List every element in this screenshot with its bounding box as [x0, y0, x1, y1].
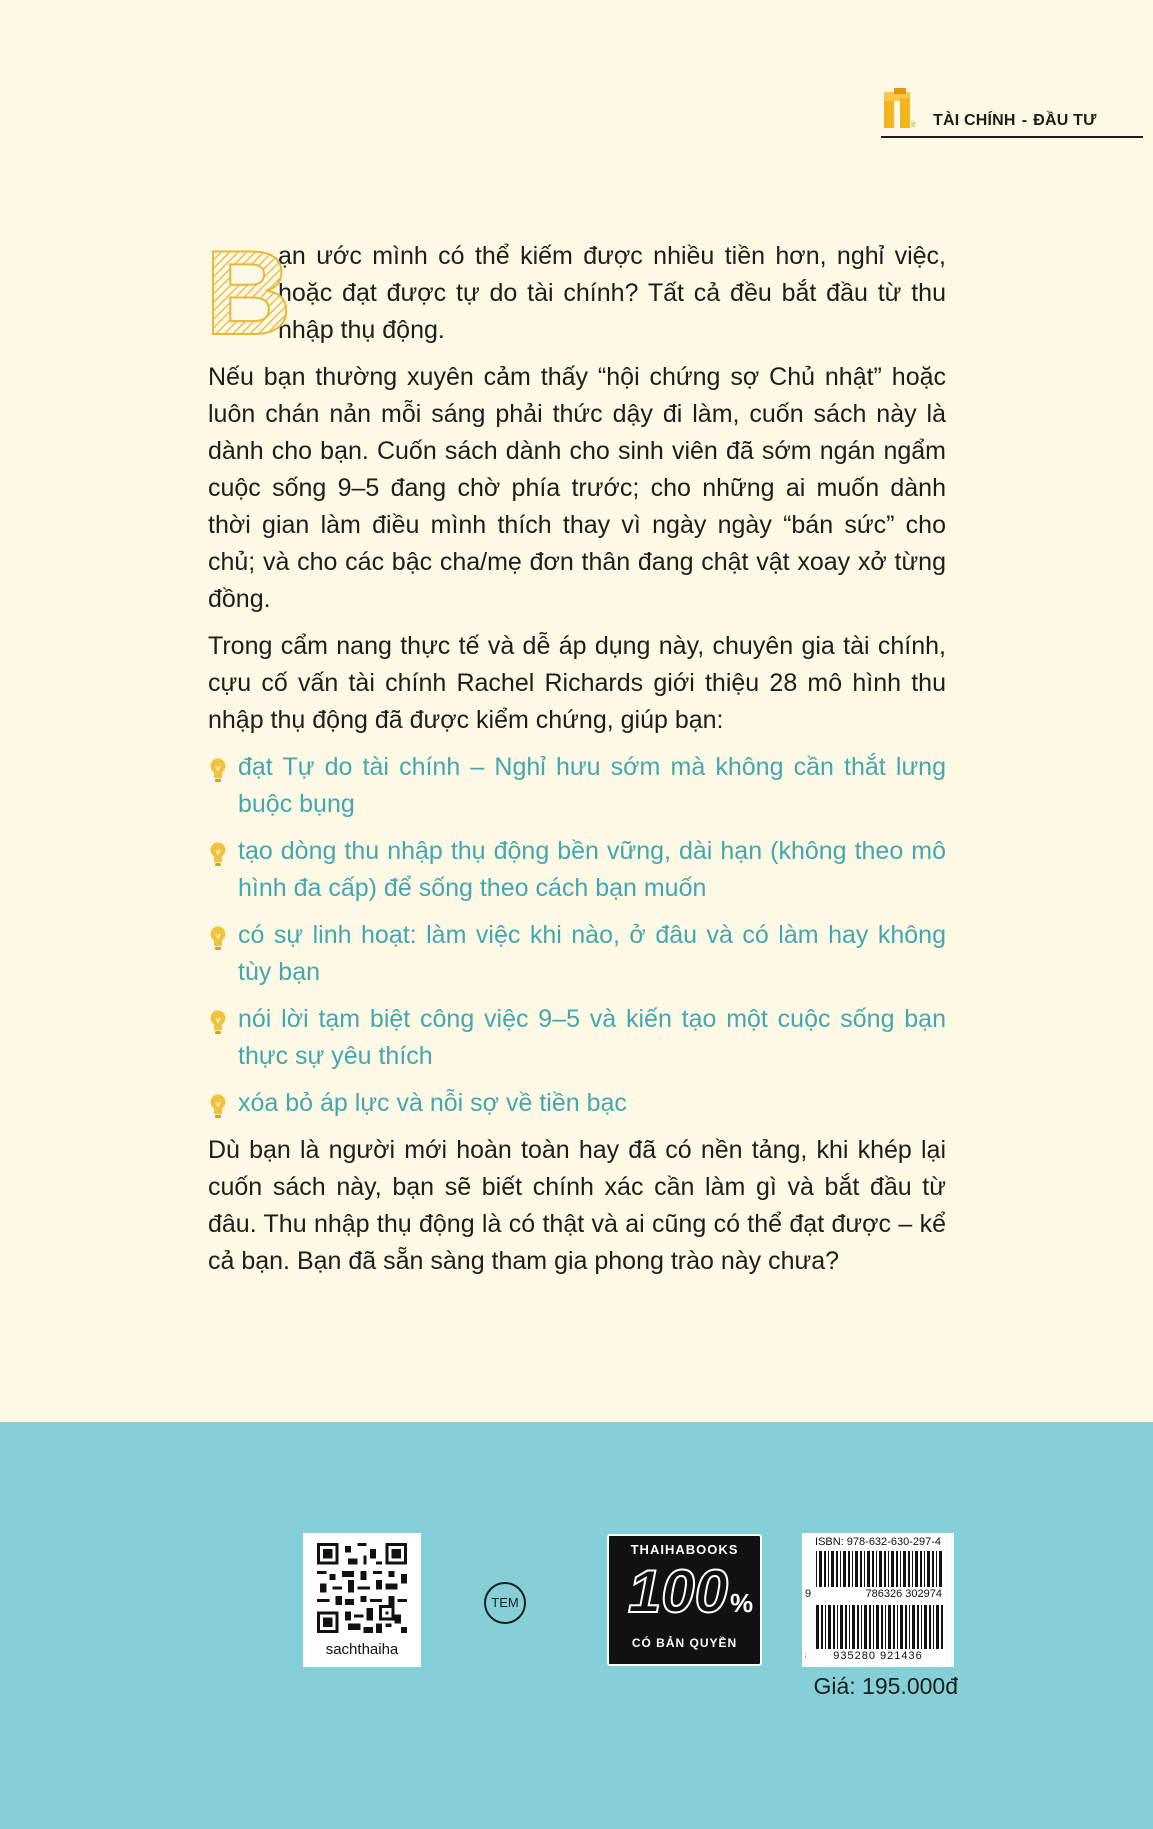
isbn-digits: 786326 302974 — [812, 1588, 944, 1600]
benefit-text: tạo dòng thu nhập thụ động bền vững, dài hạn (không theo mô hình đa cấp) để sống theo cách bạn muốn — [238, 837, 946, 902]
category-separator: - — [1021, 112, 1028, 129]
qr-code-card — [303, 1533, 421, 1667]
badge-percent: % — [730, 1588, 754, 1618]
footer-band — [0, 1422, 1153, 1829]
paragraph-closing: Dù bạn là người mới hoàn toàn hay đã có nền tảng, khi khép lại cuốn sách này, bạn sẽ biết chính xác cần làm gì và bắt đầu từ đâu. Thu nhập thụ động là có thật và ai cũng có thể đạt được – kể cả bạn. Bạn đã sẵn sàng tham gia phong trào này chưa? — [208, 1136, 946, 1275]
isbn-barcode-icon — [816, 1551, 944, 1587]
paragraph-audience: Nếu bạn thường xuyên cảm thấy “hội chứng sợ Chủ nhật” hoặc luôn chán nản mỗi sáng phải thức dậy đi làm, cuốn sách này là dành cho bạn. Cuốn sách dành cho sinh viên đã sớm ngán ngẩm cuộc sống 9–5 đang chờ phía trước; cho những ai muốn dành thời gian làm điều mình thích thay vì ngày ngày “bán sức” cho chủ; và cho các bậc cha/mẹ đơn thân đang chật vật xoay xở từng đồng. — [208, 363, 946, 613]
benefit-item — [208, 917, 946, 991]
lightbulb-icon — [208, 1009, 228, 1035]
subcategory-name: ĐẦU TƯ — [1033, 112, 1097, 129]
copyright-badge — [607, 1534, 762, 1666]
benefit-item — [208, 833, 946, 907]
lead-paragraph — [205, 226, 946, 360]
badge-caption: CÓ BẢN QUYỀN — [631, 1636, 738, 1650]
lightbulb-icon — [208, 757, 228, 783]
blurb-content — [205, 226, 946, 1290]
qr-label: sachthaiha — [325, 1641, 399, 1658]
category-header — [881, 84, 1143, 138]
benefit-text: đạt Tự do tài chính – Nghỉ hưu sớm mà không cần thắt lưng buộc bụng — [238, 753, 946, 818]
benefit-text: xóa bỏ áp lực và nỗi sợ về tiền bạc — [238, 1089, 627, 1117]
benefit-item — [208, 1085, 946, 1122]
benefit-item — [208, 749, 946, 823]
lead-text: ạn ước mình có thể kiếm được nhiều tiền hơn, nghỉ việc, hoặc đạt được tự do tài chính? Tất cả đều bắt đầu từ thu nhập thụ động. — [278, 242, 946, 344]
barcode-card — [802, 1533, 954, 1667]
publisher-logo-icon — [881, 84, 927, 130]
isbn-label: ISBN: 978-632-630-297-4 — [815, 1536, 941, 1548]
benefit-item — [208, 1001, 946, 1075]
badge-publisher: THAIHABOOKS — [630, 1542, 739, 1557]
stamp-placeholder: TEM — [484, 1582, 526, 1624]
category-name: TÀI CHÍNH — [933, 112, 1016, 129]
benefit-text: nói lời tạm biệt công việc 9–5 và kiến tạo một cuộc sống bạn thực sự yêu thích — [238, 1005, 946, 1070]
ean-digits: 935280 921436 — [806, 1650, 950, 1662]
ean-barcode-icon — [816, 1605, 944, 1649]
lightbulb-icon — [208, 841, 228, 867]
svg-text:B: B — [205, 226, 292, 360]
qr-code-icon — [317, 1543, 407, 1633]
price-label: Giá: 195.000đ — [813, 1673, 958, 1699]
category-label — [933, 112, 1097, 130]
isbn-lead-digit: 9 — [805, 1588, 812, 1600]
badge-number: 100 — [627, 1558, 729, 1625]
svg-text:ir: ir — [911, 119, 916, 129]
lightbulb-icon — [208, 925, 228, 951]
benefit-list — [208, 749, 946, 1122]
lightbulb-icon — [208, 1093, 228, 1119]
benefit-text: có sự linh hoạt: làm việc khi nào, ở đâu và có làm hay không tùy bạn — [238, 921, 946, 986]
dropcap-letter-icon — [205, 226, 292, 360]
paragraph-intro: Trong cẩm nang thực tế và dễ áp dụng này, chuyên gia tài chính, cựu cố vấn tài chính Rachel Richards giới thiệu 28 mô hình thu nhập thụ động đã được kiểm chứng, giúp bạn: — [208, 632, 946, 734]
